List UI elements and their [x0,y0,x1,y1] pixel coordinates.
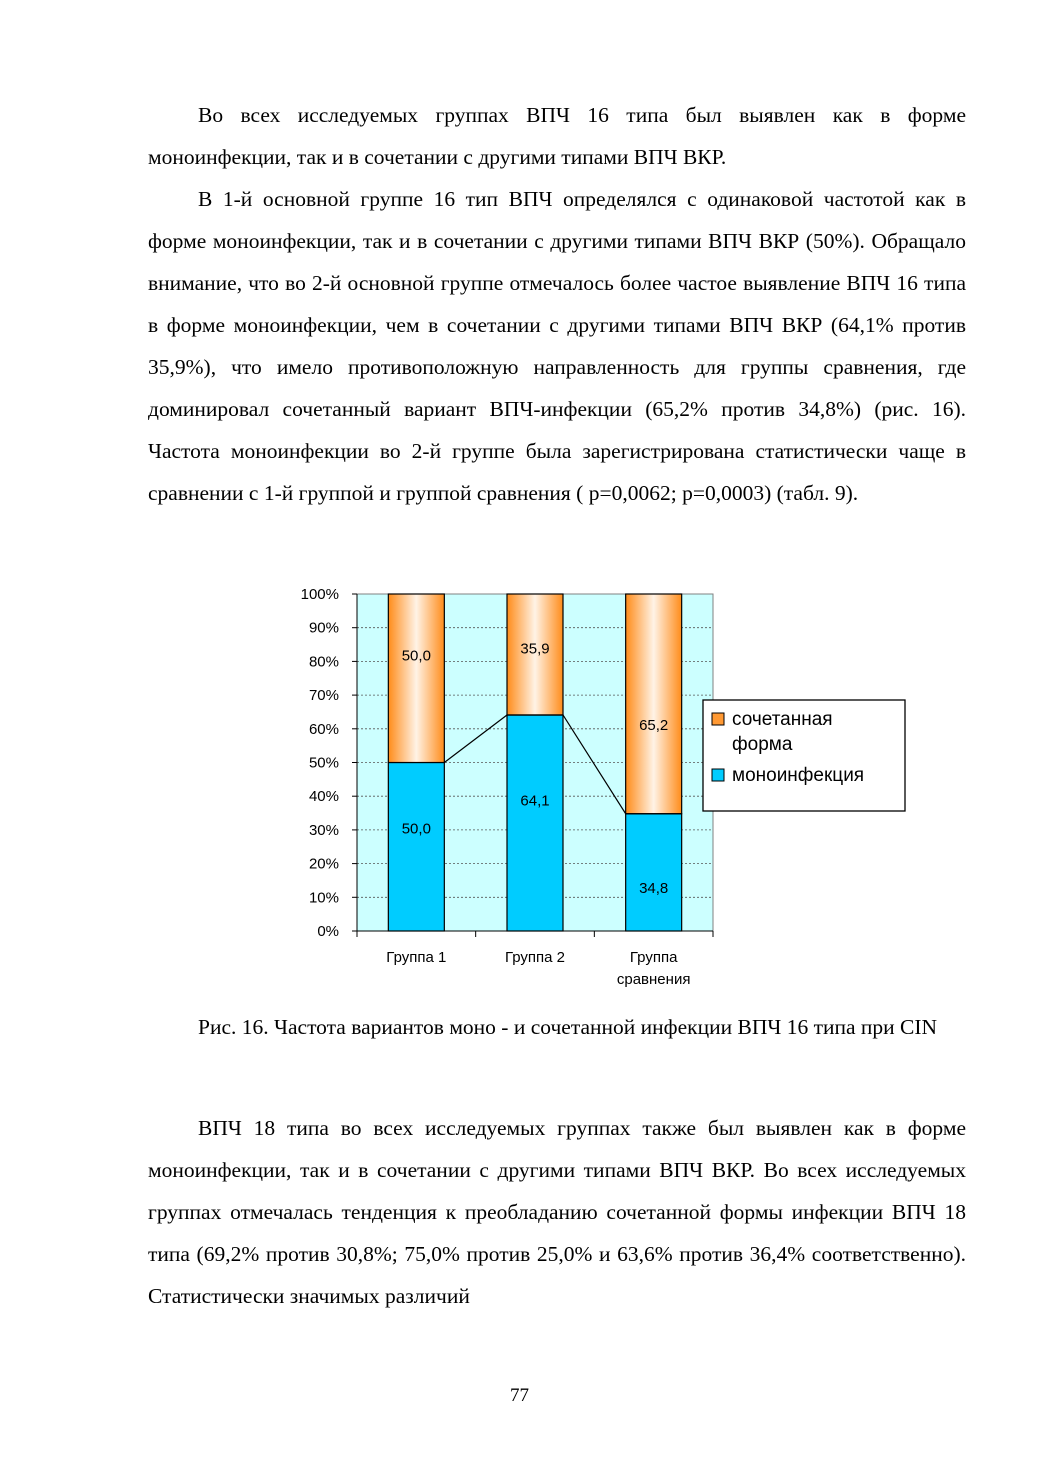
x-category-label: сравнения [616,971,691,988]
bar-mono-3 [626,814,682,931]
bar-combined-3 [626,594,682,814]
legend-label-combined: сочетанная [732,709,833,730]
bar-mono-2 [507,715,563,931]
x-category-label: Группа [629,949,678,966]
y-tick-label: 40% [308,788,339,806]
data-label-combined-1: 50,0 [401,647,431,665]
data-label-combined-2: 35,9 [520,640,550,658]
page-number: 77 [510,1385,529,1406]
y-tick-label: 80% [308,653,339,671]
bar-combined-1 [388,594,444,763]
chart-plot-group [301,586,905,988]
paragraph-3-text: ВПЧ 18 типа во всех исследуемых группах также был выявлен как в форме моноинфекции, так и в сочетании с другими типами ВПЧ ВКР. Во всех исследуемых группах отмечалась тенденция к преобладанию сочетанной формы инфекции ВПЧ 18 типа (69,2% против 30,8%; 75,0% против 25,0% и 63,6% против 36,4% соответственно). Статистически значимых различий [148,1116,966,1308]
figure-caption-text: Рис. 16. Частота вариантов моно - и сочетанной инфекции ВПЧ 16 типа при CIN [198,1015,938,1039]
figure-caption [148,1013,966,1042]
y-tick-label: 30% [308,821,339,839]
y-tick-label: 20% [308,855,339,873]
paragraph-2-text: В 1-й основной группе 16 тип ВПЧ определялся с одинаковой частотой как в форме моноинфекции, так и в сочетании с другими типами ВПЧ ВКР (50%). Обращало внимание, что во 2-й основной группе отмечалось более частое выявление ВПЧ 16 типа в форме моноинфекции, чем в сочетании с другими типами ВПЧ ВКР (64,1% против 35,9%), что имело противоположную направленность для группы сравнения, где доминировал сочетанный вариант ВПЧ-инфекции (65,2% против 34,8%) (рис. 16). Частота моноинфекции во 2-й группе была зарегистрирована статистически чаще в сравнении с 1-й группой и группой сравнения ( p=0,0062; p=0,0003) (табл. 9). [148,187,966,505]
data-label-combined-3: 65,2 [639,716,669,734]
legend-label-mono: моноинфекция [732,765,865,786]
paragraph-3 [148,1107,966,1317]
y-tick-label: 10% [308,889,339,907]
x-category-label: Группа 2 [504,949,566,966]
y-tick-label: 70% [308,687,339,705]
y-tick-label: 0% [317,923,339,940]
paragraph-2 [148,178,966,514]
paragraph-1-text: Во всех исследуемых группах ВПЧ 16 типа был выявлен как в форме моноинфекции, так и в сочетании с другими типами ВПЧ ВКР. [148,103,966,169]
data-label-mono-1: 50,0 [401,820,431,838]
y-tick-label: 100% [300,586,339,603]
bar-mono-1 [388,763,444,932]
stacked-bar-chart [260,580,920,1000]
y-tick-label: 90% [308,619,339,637]
paragraph-1 [148,94,966,178]
x-category-label: Группа 1 [386,949,447,966]
legend-swatch-mono [712,769,724,781]
legend-label-combined: форма [732,734,793,755]
data-label-mono-3: 34,8 [639,879,669,897]
legend-swatch-combined [712,713,724,725]
data-label-mono-2: 64,1 [520,792,550,810]
y-tick-label: 50% [308,754,339,772]
y-tick-label: 60% [308,720,339,738]
